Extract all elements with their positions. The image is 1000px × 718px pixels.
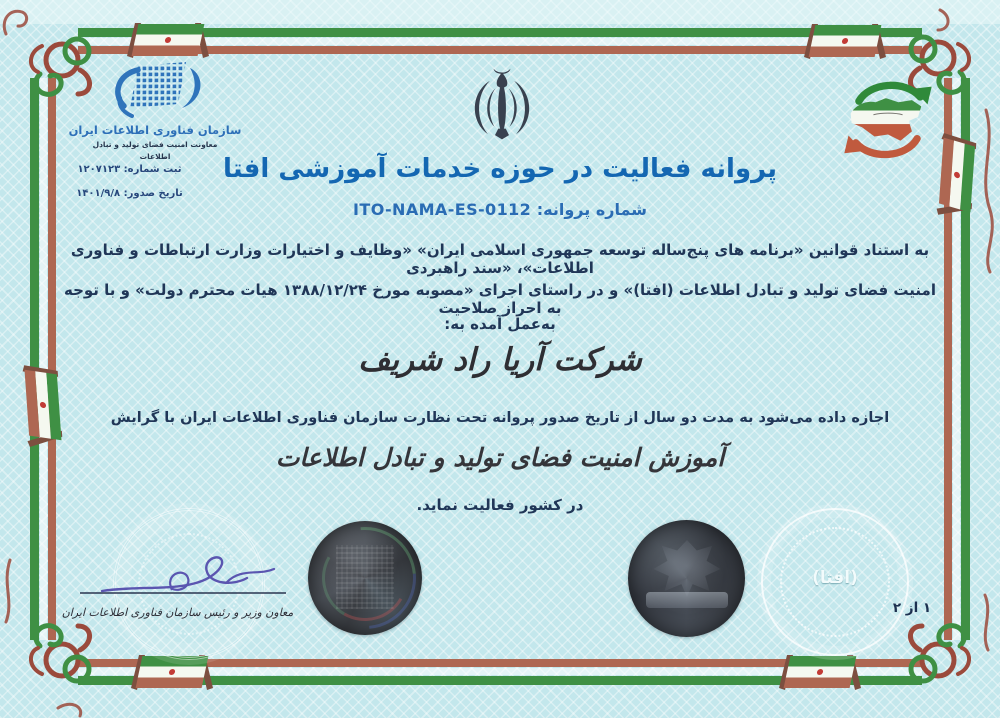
issue-date: تاریخ صدور: ۱۴۰۱/۹/۸	[76, 188, 183, 199]
license-number: ITO-NAMA-ES-0112	[353, 200, 532, 219]
org-block	[60, 60, 250, 162]
company-name: شرکت آریا راد شریف	[358, 342, 642, 378]
license-label: شماره پروانه:	[536, 200, 647, 219]
license-number-line	[0, 200, 1000, 219]
body-text-line-2: امنیت فضای تولید و تبادل اطلاعات (افتا)» و در راستای اجرای «مصوبه مورخ ۱۳۸۸/۱۲/۲۴ هیات محترم دولت» و با توجه به احراز صلاحیت	[63, 281, 936, 317]
closing-line: در کشور فعالیت نماید.	[416, 496, 584, 514]
embossed-seal-text: (افتا)	[812, 568, 858, 588]
grant-line: اجازه داده می‌شود به مدت دو سال از تاریخ صدور پروانه تحت نظارت سازمان فناوری اطلاعات ایران با گرایش	[110, 410, 890, 426]
page-indicator: ۱ از ۲	[892, 600, 932, 616]
ito-logo-icon	[94, 60, 216, 122]
certificate-title: پروانه فعالیت در حوزه خدمات آموزشی افتا	[222, 154, 778, 184]
embossed-seal-right	[761, 508, 909, 656]
org-name: سازمان فناوری اطلاعات ایران	[68, 123, 242, 137]
hologram-seal-left	[308, 521, 422, 635]
org-subtitle: معاونت امنیت فضای تولید و تبادل اطلاعات	[92, 140, 218, 161]
body-text-line-3: به‌عمل آمده به:	[444, 315, 556, 333]
signature-caption: معاون وزیر و رئیس سازمان فناوری اطلاعات ایران	[61, 606, 294, 619]
hologram-seal-right	[628, 520, 745, 637]
iran-emblem-icon	[464, 64, 540, 152]
registration-number: ثبت شماره: ۱۲۰۷۱۲۳	[77, 164, 182, 175]
field-of-activity: آموزش امنیت فضای تولید و تبادل اطلاعات	[275, 443, 725, 472]
signature	[76, 546, 298, 606]
body-text-line-1: به استناد قوانین «برنامه های پنج‌ساله توسعه جمهوری اسلامی ایران» «وظایف و اختیارات وزارت ارتباطات و فناوری اطلاعات»، «سند راهبردی	[70, 241, 930, 277]
